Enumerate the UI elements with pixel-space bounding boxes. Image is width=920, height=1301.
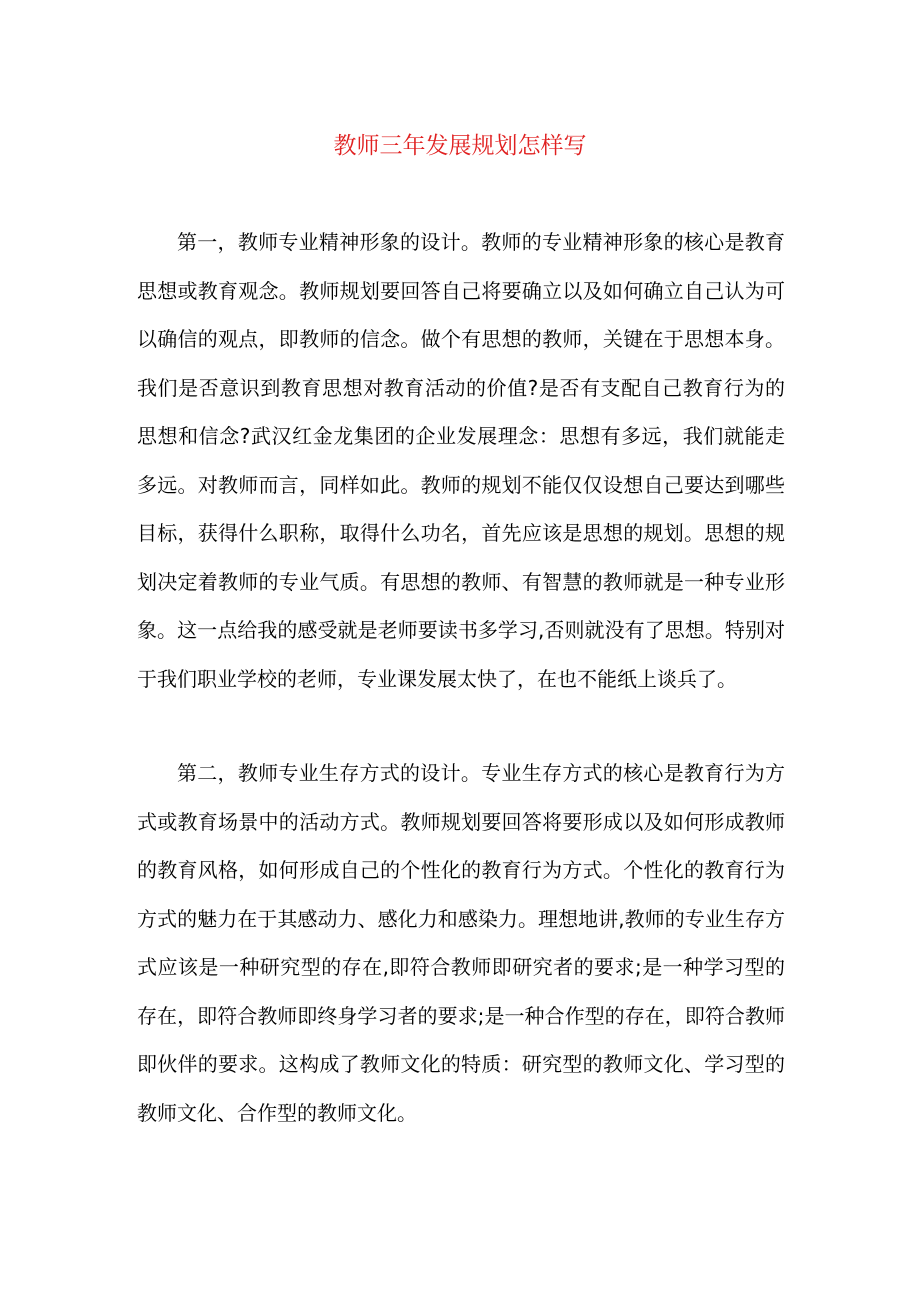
paragraph-2: 第二，教师专业生存方式的设计。专业生存方式的核心是教育行为方式或教育场景中的活动方式。教师规划要回答将要形成以及如何形成教师的教育风格，如何形成自己的个性化的教育行为方式。个性化的教育行为方式的魅力在于其感动力、感化力和感染力。理想地讲,教师的专业生存方式应该是一种研究型的存在,即符合教师即研究者的要求;是一种学习型的存在，即符合教师即终身学习者的要求;是一种合作型的存在，即符合教师即伙伴的要求。这构成了教师文化的特质：研究型的教师文化、学习型的教师文化、合作型的教师文化。	[137, 761, 785, 1125]
document-title: 教师三年发展规划怎样写	[333, 133, 587, 159]
paragraph-1: 第一，教师专业精神形象的设计。教师的专业精神形象的核心是教育思想或教育观念。教师规划要回答自己将要确立以及如何确立自己认为可以确信的观点，即教师的信念。做个有思想的教师，关键在于思想本身。我们是否意识到教育思想对教育活动的价值?是否有支配自己教育行为的思想和信念?武汉红金龙集团的企业发展理念：思想有多远，我们就能走多远。对教师而言，同样如此。教师的规划不能仅仅设想自己要达到哪些目标，获得什么职称，取得什么功名，首先应该是思想的规划。思想的规划决定着教师的专业气质。有思想的教师、有智慧的教师就是一种专业形象。这一点给我的感受就是老师要读书多学习,否则就没有了思想。特别对于我们职业学校的老师，专业课发展太快了，在也不能纸上谈兵了。	[137, 230, 785, 691]
